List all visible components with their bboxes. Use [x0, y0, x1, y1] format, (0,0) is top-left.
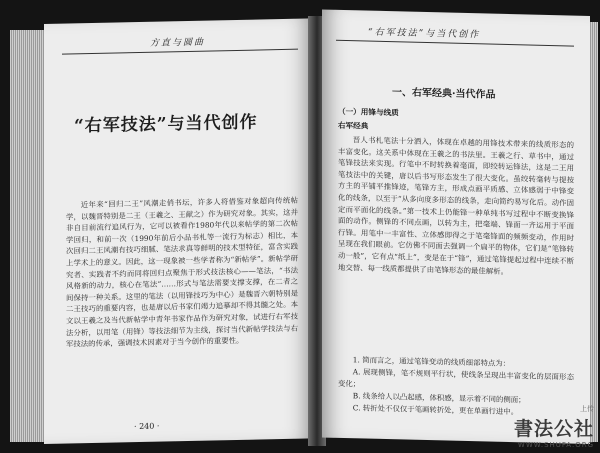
sub-point-c: C. 转折处不仅仅于笔画转折处，更在单画行进中。 — [352, 403, 519, 417]
section-title: 一、右军经典·当代作品 — [392, 87, 496, 101]
chapter-title: “右军技法”与当代创作 — [74, 112, 258, 137]
site-watermark — [514, 404, 594, 449]
watermark-url: WWW.SHUFA.ORG — [517, 441, 594, 449]
page-edges-left — [10, 30, 46, 442]
right-page — [322, 9, 590, 444]
page-number: · 240 · — [134, 421, 160, 432]
left-header-rule — [62, 49, 298, 55]
left-page — [44, 18, 312, 444]
left-running-head: 方直与圆曲 — [150, 37, 206, 49]
right-header-rule — [336, 40, 574, 47]
right-running-head: “右军技法”与当代创作 — [368, 27, 481, 41]
numbered-point: 1. 简而言之，通过笔锋变动的线质细部特点为： — [352, 355, 511, 369]
right-body-text: 晋人书札笔法十分洒入，体现在卓越的用锋技术带来的线质形态的丰富变化。这关系中体现在王羲之的书法里。王羲之行、草书中，通过笔锋技法来实现。行笔中不时转换着毫面，即绞转运锋法，这是二王用笔技法中的关键，唐以后书写形态发生了很大变化。虽绞转毫转与提按方主的平铺平推锋迹，笔锋方主，形成点画平质感、立体感弱于中锋变化的线条，以至于“从多向度多形态的线条，走向简约易写化后。动作固定而平面化的线条。”第一技术上仍能锋一种单纯书写过程中不断变换锋面的动作。侧锋的不同点画，以转为主，把毫端、锋面一齐运用于平面行锋。用笔中一丰富性、立体感即得之于笔毫锋面的频频变动，作用时呈现在我们眼前。它仿佛不同面去强调一个扁平的物体，它们是“笔锋转动一般”，它有点“纸上”，变是在于“锋”，通过笔锋提起过程中连续不断地交替、每一线质都提供了由笔锋形态的最佳解析。 — [338, 135, 574, 276]
subsection-lead: 右军经典 — [338, 120, 369, 131]
subsection-title: （一）用锋与线质 — [338, 106, 399, 118]
uploader-note: 上传 — [580, 405, 594, 413]
sub-point-a: A. 展现侧锋，笔不规则平行状，使线条呈现出丰富变化的层面形态变化； — [338, 367, 574, 388]
left-body-text: 近年来“回归二王”风潮走俏书坛，许多人将借鉴对象超向传统帖学，以魏晋特别是二王（王羲之、王献之）作为研究对象。其实，这并非自目前流行追风行为，它可以被看作1980年代以来帖学的第二次帖学回归，和前一次（1990年前后小品书札等一流行为标志）相比，本次回归二王风潮有技巧细腻、笔法求真等鲜明的技术型特征，富含实践上学术上的意义。因此，这一现象被一些学者称为“新帖学”。新帖学研究者、实践者不约而同将回归点聚焦于形式技法核心——笔法，“书法风格新的动力，核心在笔法”……形式与笔法需要支撑支撑，在二者之间保持一种关系。这里的笔法（以用锋技巧为中心）是魏晋六朝特别是二王技巧的重要内容，也是唐以后书家们竭力追摹却不得其髓之处。本文以王羲之及当代新帖学中青年书家作品作为研究对象，试进行右军技法分析，以用笔（用锋）等技法细节为主线，探讨当代新帖学技法与右军技法的传承，强调技术因素对于当今创作的重要性。 — [66, 195, 298, 349]
watermark-brand: 書法公社 — [513, 418, 594, 440]
sub-point-b: B. 线条给人以凸起感，体积感，显示着不同的侧面； — [352, 391, 526, 405]
